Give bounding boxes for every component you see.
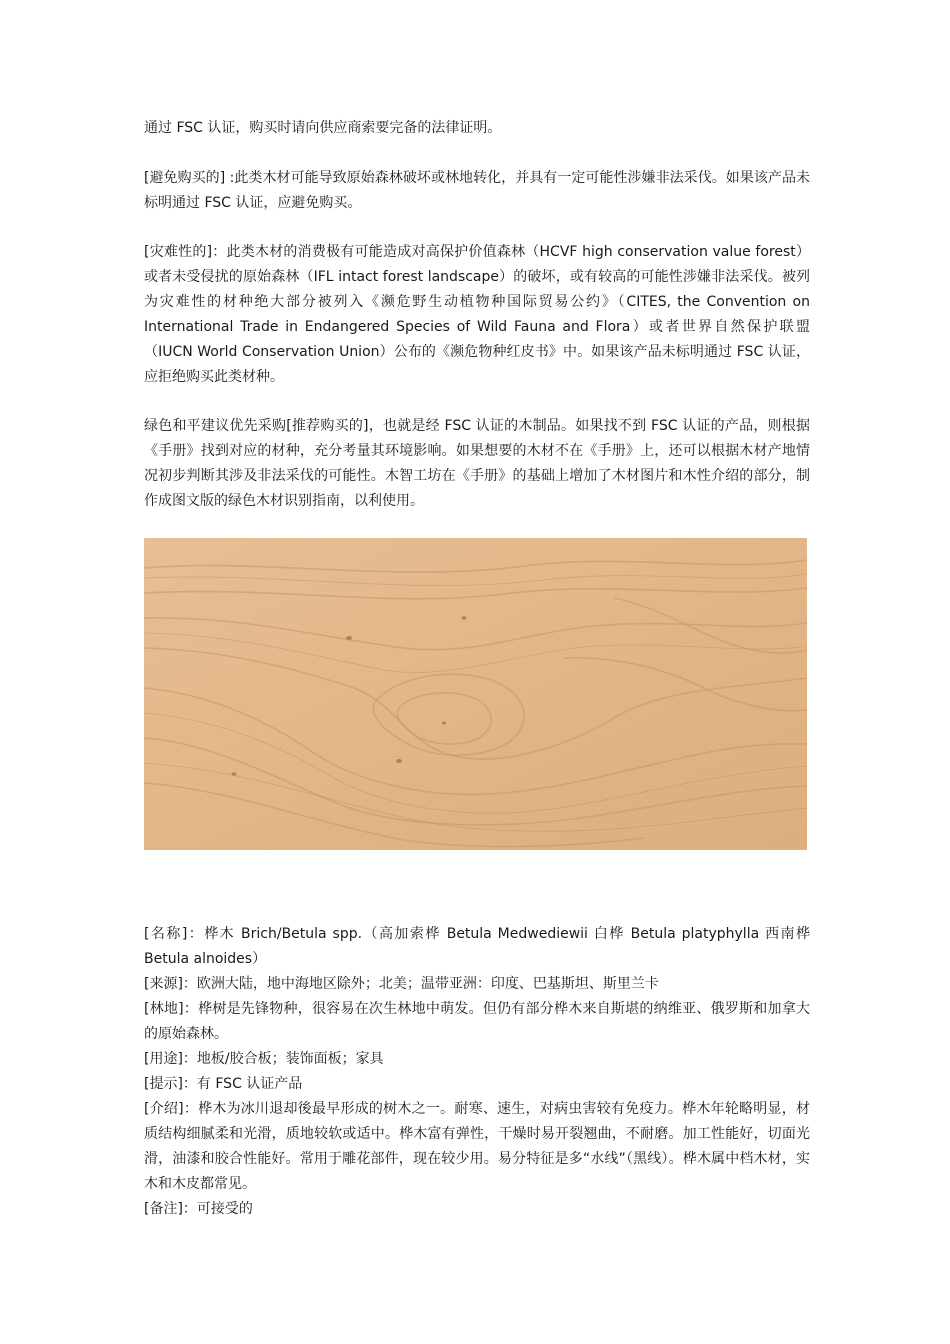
info-tip: [提示]：有 FSC 认证产品	[144, 1076, 303, 1092]
info-use: [用途]：地板/胶合板；装饰面板；家具	[144, 1051, 384, 1067]
birch-wood-info-list	[144, 922, 810, 1222]
birch-wood-photo	[144, 538, 807, 850]
info-name: [名称]：桦木 Brich/Betula spp.（高加索桦 Betula Medwediewii 白桦 Betula platyphylla 西南桦 Betula alnoides）	[144, 926, 810, 967]
info-origin: [来源]：欧洲大陆，地中海地区除外；北美；温带亚洲：印度、巴基斯坦、斯里兰卡	[144, 976, 659, 992]
paragraph-catastrophic: [灾难性的]：此类木材的消费极有可能造成对高保护价值森林（HCVF high conservation value forest）或者未受侵扰的原始森林（IFL intact forest landscape）的破坏，或有较高的可能性涉嫌非法采伐。被列为灾难性的材种绝大部分被列入《濒危野生动植物种国际贸易公约》（CITES, the Convention on International Trade in Endangered Species of Wild Fauna and Flora）或者世界自然保护联盟（IUCN World Conservation Union）公布的《濒危物种红皮书》中。如果该产品未标明通过 FSC 认证，应拒绝购买此类材种。	[144, 244, 810, 385]
paragraph-avoid-buying: [避免购买的] :此类木材可能导致原始森林破坏或林地转化，并具有一定可能性涉嫌非法采伐。如果该产品未标明通过 FSC 认证，应避免购买。	[144, 170, 810, 211]
info-note: [备注]：可接受的	[144, 1201, 253, 1217]
info-forest: [林地]：桦树是先锋物种，很容易在次生林地中萌发。但仍有部分桦木来自斯堪的纳维亚、俄罗斯和加拿大的原始森林。	[144, 1001, 810, 1042]
info-intro: [介绍]：桦木为冰川退却後最早形成的树木之一。耐寒、速生，对病虫害较有免疫力。桦木年轮略明显，材质结构细腻柔和光滑，质地较软或适中。桦木富有弹性，干燥时易开裂翘曲，不耐磨。加工性能好，切面光滑，油漆和胶合性能好。常用于雕花部件，现在较少用。易分特征是多“水线”（黑线）。桦木属中档木材，实木和木皮都常见。	[144, 1101, 810, 1192]
paragraph-greenpeace-advice: 绿色和平建议优先采购[推荐购买的]，也就是经 FSC 认证的木制品。如果找不到 FSC 认证的产品，则根据《手册》找到对应的材种，充分考量其环境影响。如果想要的木材不在《手册》上，还可以根据木材产地情况初步判断其涉及非法采伐的可能性。木智工坊在《手册》的基础上增加了木材图片和木性介绍的部分，制作成图文版的绿色木材识别指南，以利使用。	[144, 418, 810, 509]
paragraph-fsc-proof: 通过 FSC 认证，购买时请向供应商索要完备的法律证明。	[144, 120, 502, 136]
